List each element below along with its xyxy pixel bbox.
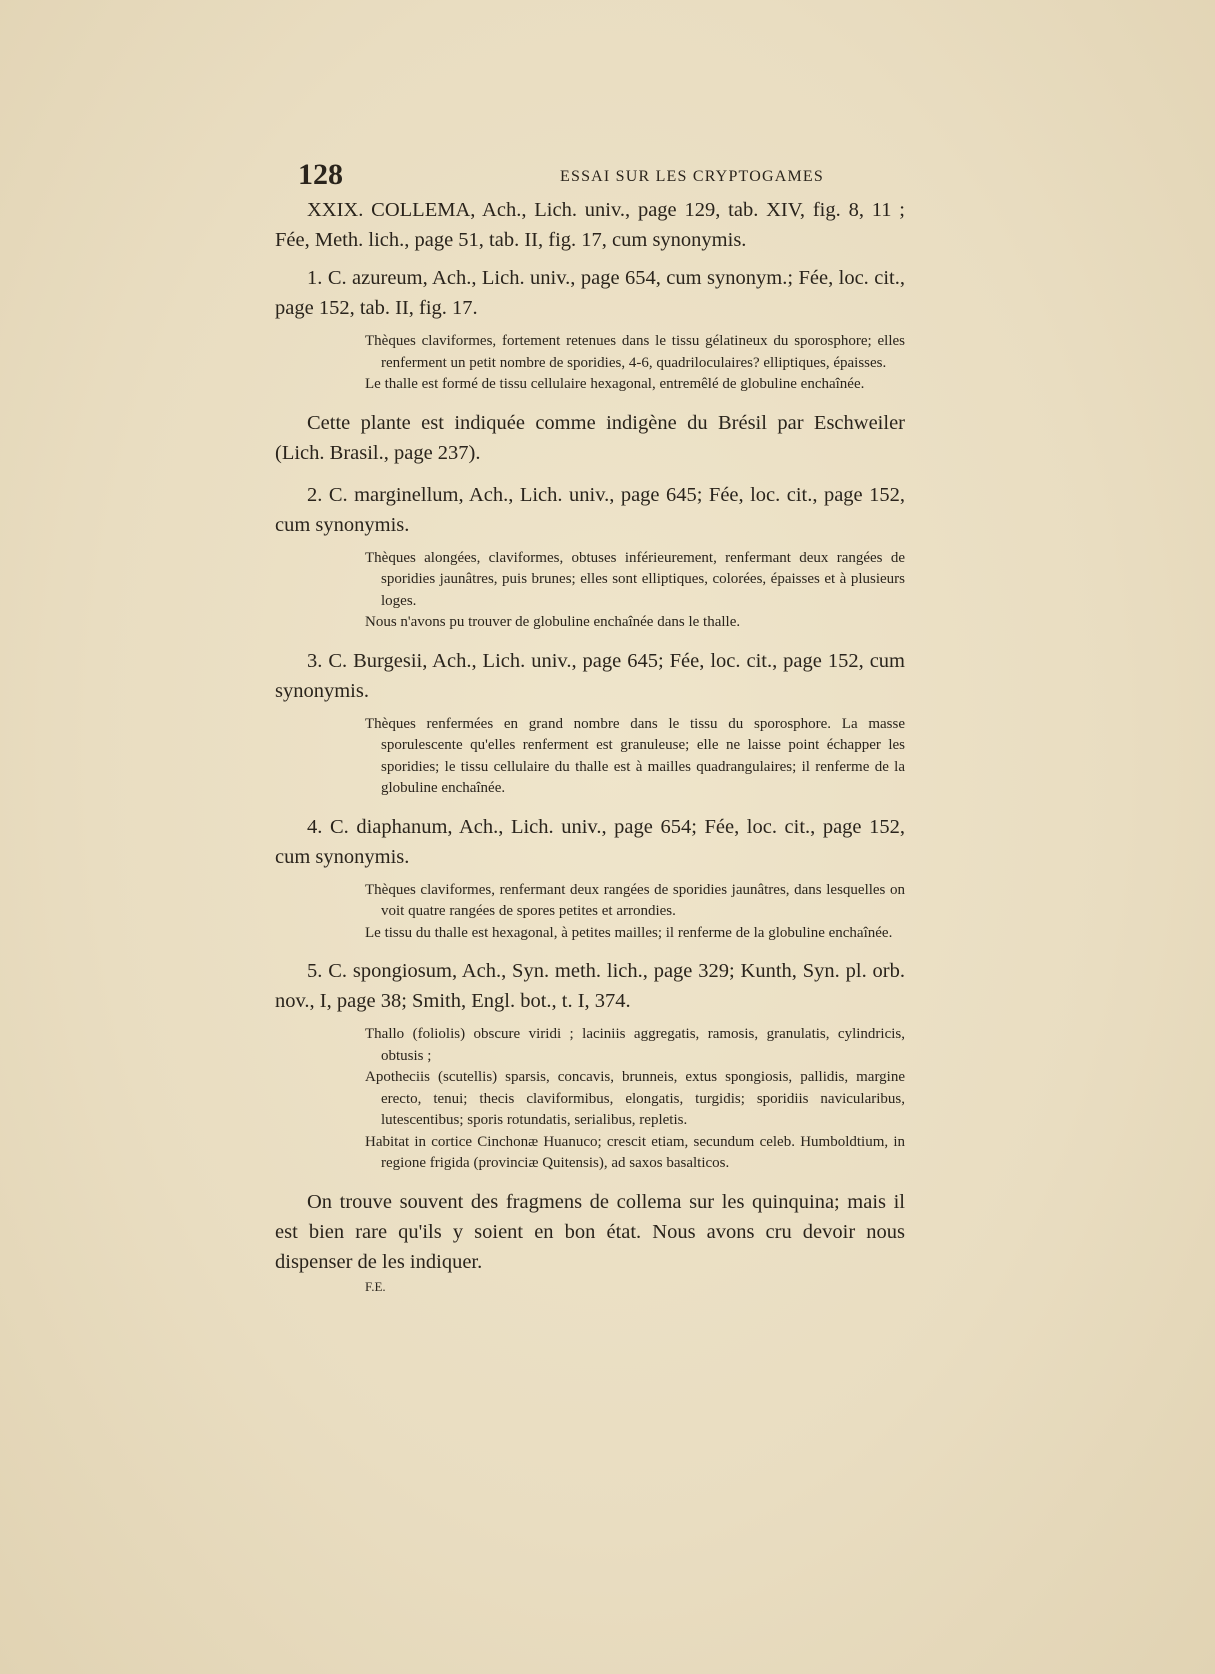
species-note: Thèques renfermées en grand nombre dans le tissu du sporosphore. La masse sporulescente qu'elles renferment est granuleuse; elle ne laisse point échapper les sporidies; le tissu cellulaire du thalle est à mailles quadrangulaires; il renferme de la globuline enchaînée. [365,715,905,796]
genus-heading: XXIX. COLLEMA, Ach., Lich. univ., page 129, tab. XIV, fig. 8, 11 ; Fée, Meth. lich., page 51, tab. II, fig. 17, cum synonymis. [275,199,905,251]
author-signature: F.E. [365,1278,386,1294]
page-number: 128 [298,158,343,191]
species-note: Habitat in cortice Cinchonæ Huanuco; crescit etiam, secundum celeb. Humboldtium, in regione frigida (provinciæ Quitensis), ad saxos basalticos. [365,1133,905,1171]
species-note: Apotheciis (scutellis) sparsis, concavis, brunneis, extus spongiosis, pallidis, margine erecto, tenui; thecis claviformibus, elongatis, turgidis; sporidiis navicularibus, lutescentibus; sporis rotundatis, serialibus, repletis. [365,1069,905,1128]
species-heading: 2. C. marginellum, Ach., Lich. univ., page 645; Fée, loc. cit., page 152, cum synonymis. [275,483,905,536]
closing-paragraph: On trouve souvent des fragmens de collema sur les quinquina; mais il est bien rare qu'ils y soient en bon état. Nous avons cru devoir nous dispenser de les indiquer. [275,1190,905,1273]
page-header [298,158,958,192]
species-note: Thèques claviformes, renfermant deux rangées de sporidies jaunâtres, dans lesquelles on voit quatre rangées de spores petites et arrondies. [365,881,905,919]
species-note: Thallo (foliolis) obscure viridi ; laciniis aggregatis, ramosis, granulatis, cylindricis, obtusis ; [365,1026,905,1064]
species-heading: 5. C. spongiosum, Ach., Syn. meth. lich., page 329; Kunth, Syn. pl. orb. nov., I, page 38; Smith, Engl. bot., t. I, 374. [275,960,905,1012]
running-title: ESSAI SUR LES CRYPTOGAMES [560,168,824,185]
species-heading: 4. C. diaphanum, Ach., Lich. univ., page 654; Fée, loc. cit., page 152, cum synonymis. [275,815,905,868]
species-note: Nous n'avons pu trouver de globuline enchaînée dans le thalle. [365,614,741,630]
species-heading: 1. C. azureum, Ach., Lich. univ., page 654, cum synonym.; Fée, loc. cit., page 152, tab. II, fig. 17. [275,267,905,319]
species-note: Thèques claviformes, fortement retenues dans le tissu gélatineux du sporosphore; elles renferment un petit nombre de sporidies, 4-6, quadriloculaires? elliptiques, épaisses. [365,333,905,371]
species-note: Le tissu du thalle est hexagonal, à petites mailles; il renferme de la globuline enchaînée. [365,924,893,941]
species-comment: Cette plante est indiquée comme indigène du Brésil par Eschweiler (Lich. Brasil., page 237). [275,411,905,464]
page-body [275,195,905,1297]
species-note: Thèques alongées, claviformes, obtuses inférieurement, renfermant deux rangées de sporidies jaunâtres, puis brunes; elles sont elliptiques, colorées, épaisses et à plusieurs loges. [365,549,905,609]
species-heading: 3. C. Burgesii, Ach., Lich. univ., page 645; Fée, loc. cit., page 152, cum synonymis. [275,649,905,702]
species-note: Le thalle est formé de tissu cellulaire hexagonal, entremêlé de globuline enchaînée. [365,376,865,392]
